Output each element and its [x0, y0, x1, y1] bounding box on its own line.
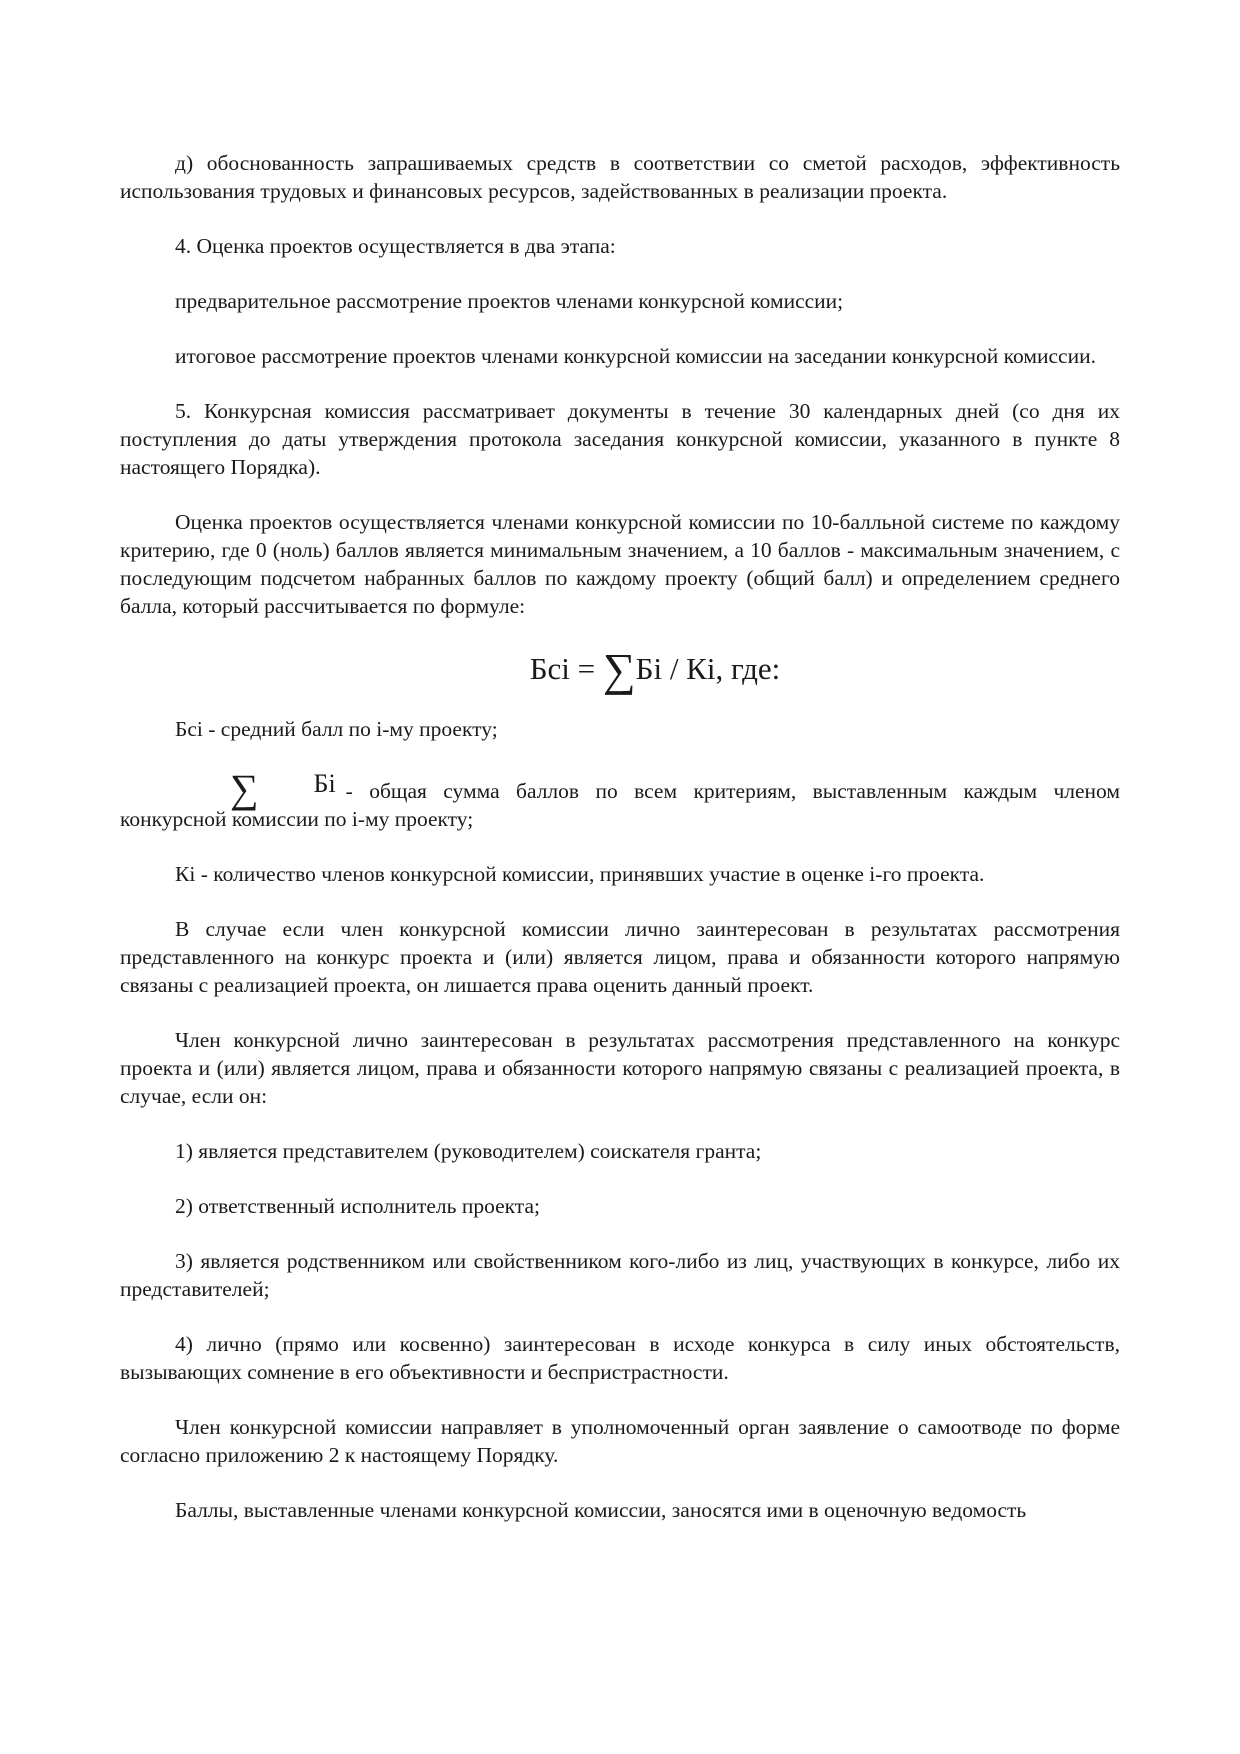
formula-lhs: Бсi =	[529, 651, 596, 686]
document-page	[120, 149, 1120, 1551]
list-item-3: 3) является родственником или свойственником кого-либо из лиц, участвующих в конкурсе, либо их представителей;	[120, 1249, 1120, 1301]
paragraph-preliminary-review: предварительное рассмотрение проектов членами конкурсной комиссии;	[175, 289, 844, 313]
formula-rhs: Бi / Кi, где:	[635, 651, 781, 686]
paragraph-interest-conditions: Член конкурсной лично заинтересован в результатах рассмотрения представленного на конкурс проекта и (или) является лицом, права и обязанности которого напрямую связаны с реализацией проекта, в случае, если он:	[120, 1028, 1120, 1108]
paragraph-cost-justification: д) обоснованность запрашиваемых средств в соответствии со сметой расходов, эффективность использования трудовых и финансовых ресурсов, задействованных в реализации проекта.	[120, 151, 1120, 203]
paragraph-score-sheet: Баллы, выставленные членами конкурсной комиссии, заносятся ими в оценочную ведомость	[175, 1498, 1027, 1522]
average-score-formula	[190, 644, 1120, 695]
definition-average-score: Бсi - средний балл по i-му проекту;	[175, 717, 498, 741]
paragraph-final-review: итоговое рассмотрение проектов членами конкурсной комиссии на заседании конкурсной комиссии.	[175, 344, 1096, 368]
paragraph-recusal: Член конкурсной комиссии направляет в уполномоченный орган заявление о самоотводе по форме согласно приложению 2 к настоящему Порядку.	[120, 1415, 1120, 1467]
definition-member-count: Кi - количество членов конкурсной комиссии, принявших участие в оценке i-го проекта.	[175, 862, 985, 886]
list-item-1: 1) является представителем (руководителем) соискателя гранта;	[175, 1139, 762, 1163]
paragraph-conflict-of-interest: В случае если член конкурсной комиссии лично заинтересован в результатах рассмотрения представленного на конкурс проекта и (или) является лицом, права и обязанности которого напрямую связаны с реализацией проекта, он лишается права оценить данный проект.	[120, 917, 1120, 997]
definition-total-score-text: - общая сумма баллов по всем критериям, выставленным каждым членом конкурсной комиссии по i-му проекту;	[120, 779, 1120, 831]
list-item-2: 2) ответственный исполнитель проекта;	[175, 1194, 540, 1218]
sum-term-label: Бi	[313, 769, 336, 798]
sigma-small-icon: ∑	[230, 766, 259, 811]
list-item-4: 4) лично (прямо или косвенно) заинтересован в исходе конкурса в силу иных обстоятельств, вызывающих сомнение в его объективности и беспристрастности.	[120, 1332, 1120, 1384]
paragraph-evaluation-stages: 4. Оценка проектов осуществляется в два этапа:	[175, 234, 616, 258]
paragraph-scoring-system: Оценка проектов осуществляется членами конкурсной комиссии по 10-балльной системе по каждому критерию, где 0 (ноль) баллов является минимальным значением, а 10 баллов - максимальным значением, с последующим подсчетом набранных баллов по каждому проекту (общий балл) и определением среднего балла, который рассчитывается по формуле:	[120, 510, 1120, 618]
paragraph-review-period: 5. Конкурсная комиссия рассматривает документы в течение 30 календарных дней (со дня их поступления до даты утверждения протокола заседания конкурсной комиссии, указанного в пункте 8 настоящего Порядка).	[120, 399, 1120, 479]
definition-total-score	[120, 766, 1120, 833]
sigma-icon: ∑	[602, 644, 636, 695]
